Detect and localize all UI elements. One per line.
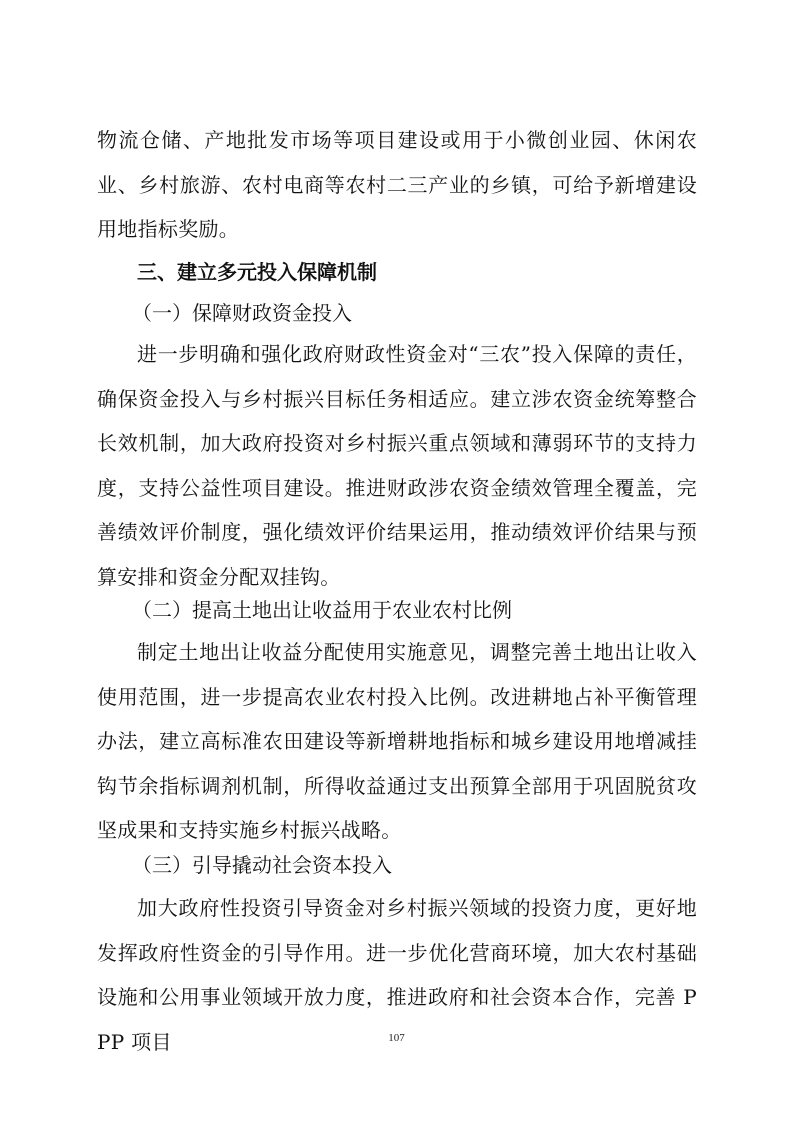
section-heading-investment-mechanism: 三、建立多元投入保障机制 xyxy=(137,260,377,284)
paragraph-social-capital: 加大政府性投资引导资金对乡村振兴领域的投资力度，更好地发挥政府性资金的引导作用。进一步优化营商环境，加大农村基础设施和公用事业领域开放力度，推进政府和社会资本合作，完善 PPP 项目 xyxy=(97,896,697,1054)
paragraph-land-revenue: 制定土地出让收益分配使用实施意见，调整完善土地出让收入使用范围，进一步提高农业农村投入比例。改进耕地占补平衡管理办法，建立高标准农田建设等新增耕地指标和城乡建设用地增减挂钩节余指标调剂机制，所得收益通过支出预算全部用于巩固脱贫攻坚成果和支持实施乡村振兴战略。 xyxy=(97,640,697,842)
subsection-heading-social-capital: （三）引导撬动社会资本投入 xyxy=(132,853,392,877)
page-number: 107 xyxy=(388,1032,405,1044)
paragraph-land-incentive: 物流仓储、产地批发市场等项目建设或用于小微创业园、休闲农业、乡村旅游、农村电商等农村二三产业的乡镇，可给予新增建设用地指标奖励。 xyxy=(97,128,697,241)
subsection-heading-fiscal-funds: （一）保障财政资金投入 xyxy=(132,301,352,325)
paragraph-fiscal-funds: 进一步明确和强化政府财政性资金对“三农”投入保障的责任，确保资金投入与乡村振兴目标任务相适应。建立涉农资金统筹整合长效机制，加大政府投资对乡村振兴重点领域和薄弱环节的支持力度，支持公益性项目建设。推进财政涉农资金绩效管理全覆盖，完善绩效评价制度，强化绩效评价结果运用，推动绩效评价结果与预算安排和资金分配双挂钩。 xyxy=(97,342,697,589)
subsection-heading-land-revenue: （二）提高土地出让收益用于农业农村比例 xyxy=(132,598,512,622)
